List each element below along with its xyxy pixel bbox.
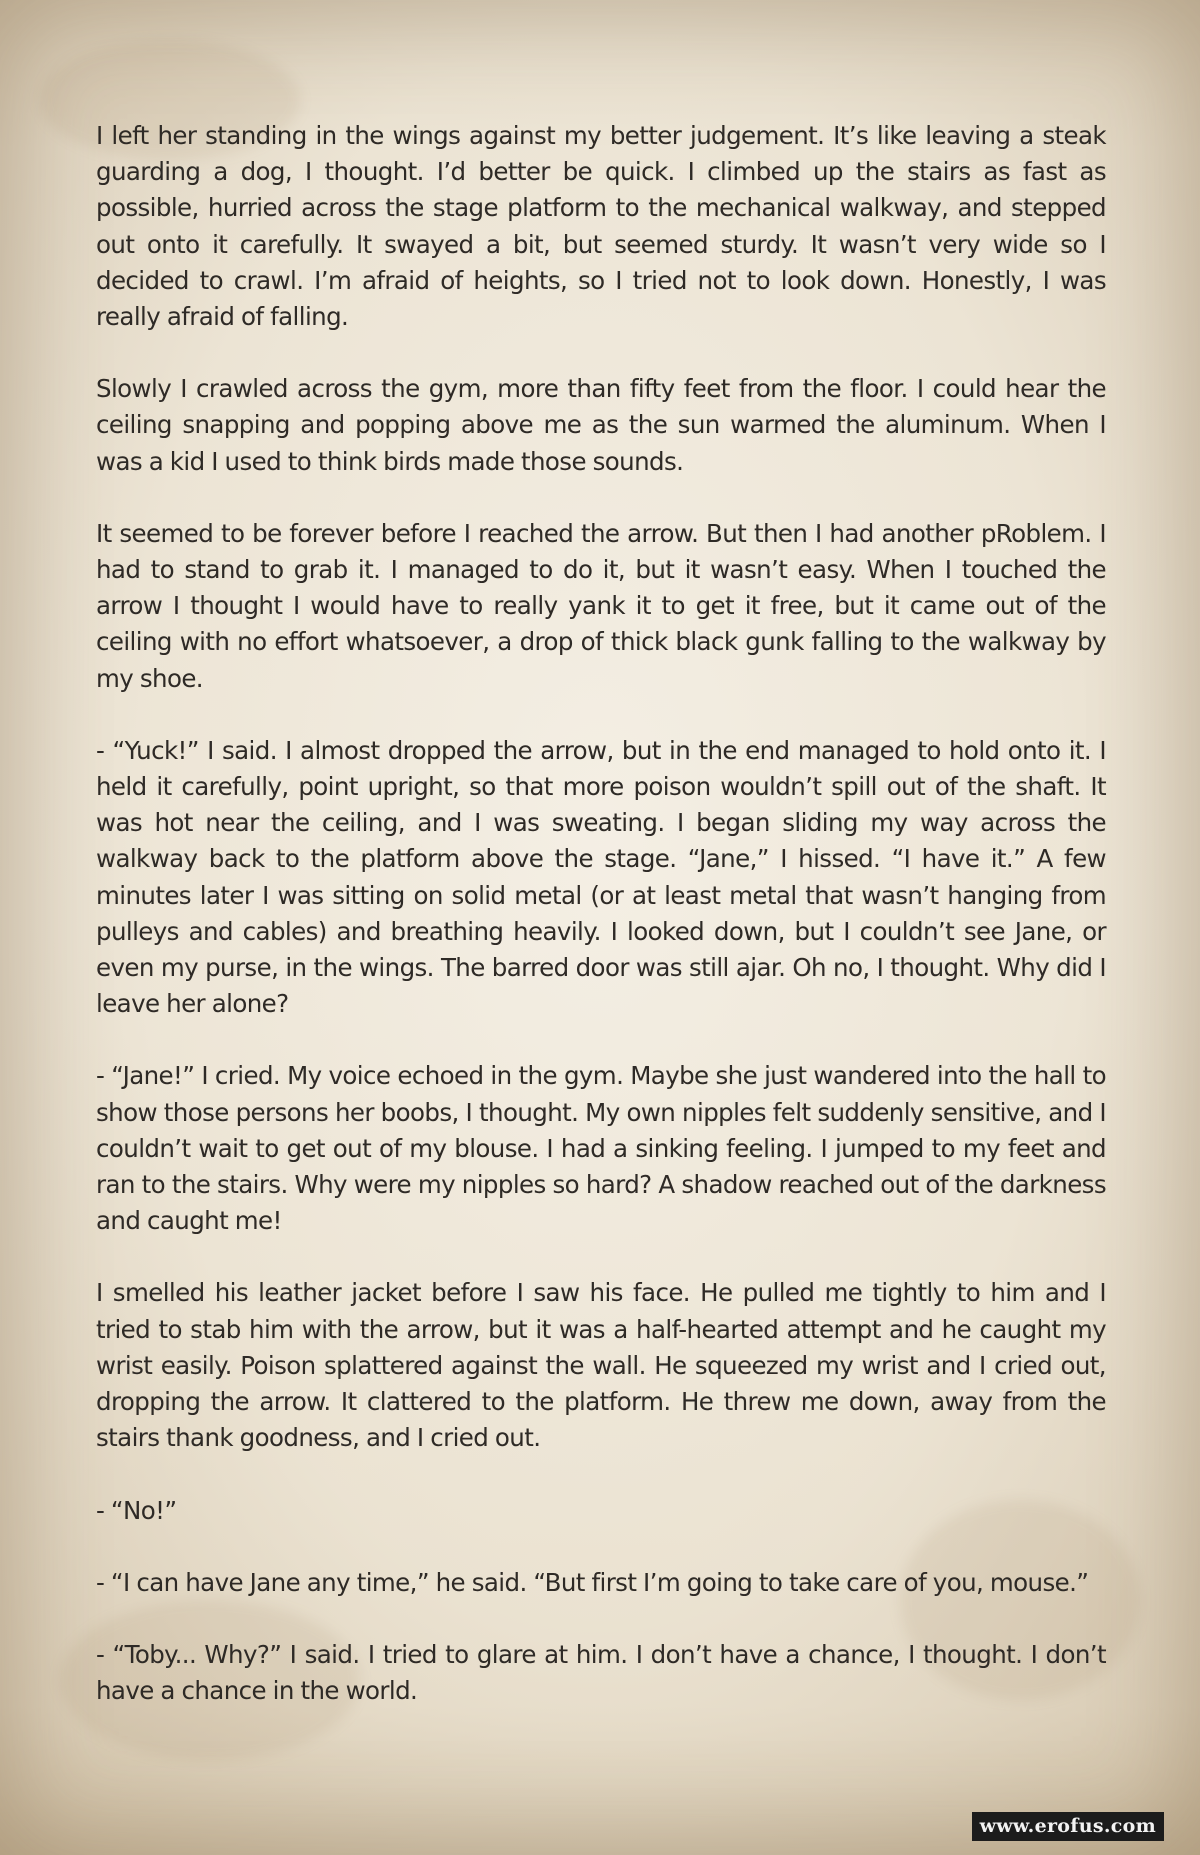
- story-text: [96, 118, 1106, 1745]
- paragraph-9: - “Toby... Why?” I said. I tried to glare at him. I don’t have a chance, I thought. I don’t have a chance in the world.: [96, 1639, 1106, 1706]
- paragraph-6: I smelled his leather jacket before I saw his face. He pulled me tightly to him and I tried to stab him with the arrow, but it was a half-hearted attempt and he caught my wrist easily. Poison splattered against the wall. He squeezed my wrist and I cried out, dropping the arrow. It clattered to the platform. He threw me down, away from the stairs thank goodness, and I cried out.: [96, 1278, 1106, 1453]
- paragraph-2: Slowly I crawled across the gym, more than fifty feet from the floor. I could hear the ceiling snapping and popping above me as the sun warmed the aluminum. When I was a kid I used to think birds made those sounds.: [96, 374, 1106, 476]
- paragraph-1: I left her standing in the wings against my better judgement. It’s like leaving a steak guarding a dog, I thought. I’d better be quick. I climbed up the stairs as fast as possible, hurried across the stage platform to the mechanical walkway, and stepped out onto it carefully. It swayed a bit, but seemed sturdy. It wasn’t very wide so I decided to crawl. I’m afraid of heights, so I tried not to look down. Honestly, I was really afraid of falling.: [96, 121, 1106, 332]
- paragraph-4: - “Yuck!” I said. I almost dropped the arrow, but in the end managed to hold onto it. I held it carefully, point upright, so that more poison wouldn’t spill out of the shaft. It was hot near the ceiling, and I was sweating. I began sliding my way across the walkway back to the platform above the stage. “Jane,” I hissed. “I have it.” A few minutes later I was sitting on solid metal (or at least metal that wasn’t hanging from pulleys and cables) and breathing heavily. I looked down, but I couldn’t see Jane, or even my purse, in the wings. The barred door was still ajar. Oh no, I thought. Why did I leave her alone?: [96, 735, 1106, 1019]
- site-watermark: www.erofus.com: [972, 1812, 1164, 1841]
- paragraph-8: - “I can have Jane any time,” he said. “But first I’m going to take care of you, mouse.”: [96, 1567, 1089, 1597]
- paragraph-3: It seemed to be forever before I reached the arrow. But then I had another pRoblem. I had to stand to grab it. I managed to do it, but it wasn’t easy. When I touched the arrow I thought I would have to really yank it to get it free, but it came out of the ceiling with no effort whatsoever, a drop of thick black gunk falling to the walkway by my shoe.: [96, 518, 1106, 693]
- paragraph-5: - “Jane!” I cried. My voice echoed in the gym. Maybe she just wandered into the hall to show those persons her boobs, I thought. My own nipples felt suddenly sensitive, and I couldn’t wait to get out of my blouse. I had a sinking feeling. I jumped to my feet and ran to the stairs. Why were my nipples so hard? A shadow reached out of the darkness and caught me!: [96, 1061, 1106, 1236]
- paragraph-7: - “No!”: [96, 1495, 177, 1525]
